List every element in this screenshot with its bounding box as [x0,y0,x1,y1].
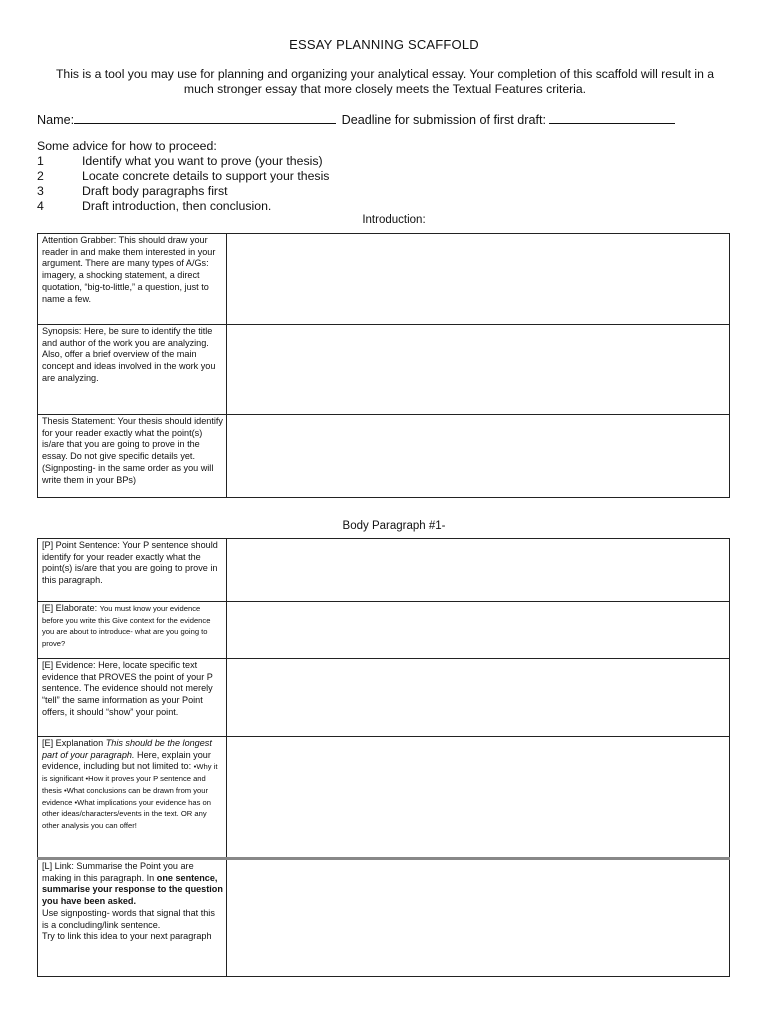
name-label: Name: [37,113,75,127]
advice-heading: Some advice for how to proceed: [37,139,217,153]
name-field[interactable] [74,111,336,124]
table-row [38,737,730,859]
advice-step: 2 Locate concrete details to support your thesis [37,169,330,183]
document-title: ESSAY PLANNING SCAFFOLD [289,37,479,52]
advice-step: 4 Draft introduction, then conclusion. [37,199,272,213]
explanation-label: [E] Explanation This should be the longest part of your paragraph. Here, explain your evidence, including but not limited to: •Why it is significant •How it proves your P sentence and thesis •What conclusions can be drawn from your evidence •What implications your evidence has on other ideas/characters/events in the text. OR any other analysis you can offer! [38,737,227,859]
name-deadline-row [37,111,737,127]
introduction-table [37,233,730,498]
table-row [38,539,730,602]
table-row [38,602,730,659]
table-row [38,325,730,415]
point-sentence-response[interactable] [227,539,730,602]
thesis-statement-label: Thesis Statement: Your thesis should identify for your reader exactly what the point(s) is/are that you are going to prove in the essay. Do not give specific details yet. (Signposting- in the same order as you will write them in your BPs) [38,415,227,498]
table-row [38,859,730,977]
link-response[interactable] [227,859,730,977]
attention-grabber-response[interactable] [227,234,730,325]
table-row [38,415,730,498]
advice-step: 1 Identify what you want to prove (your thesis) [37,154,323,168]
synopsis-response[interactable] [227,325,730,415]
advice-step: 3 Draft body paragraphs first [37,184,228,198]
intro-text: This is a tool you may use for planning and organizing your analytical essay. Your completion of this scaffold will result in a much stronger essay that more closely meets the Textual Features criteria. [55,67,715,96]
deadline-label: Deadline for submission of first draft: [341,113,546,127]
synopsis-label: Synopsis: Here, be sure to identify the title and author of the work you are analyzing. Also, offer a brief overview of the main concept and ideas involved in the work you are analyzing. [38,325,227,415]
explanation-response[interactable] [227,737,730,859]
table-row [38,234,730,325]
point-sentence-label: [P] Point Sentence: Your P sentence should identify for your reader exactly what the point(s) is/are that you are going to prove in this paragraph. [38,539,227,602]
deadline-field[interactable] [549,111,675,124]
introduction-heading: Introduction: [362,214,426,226]
evidence-response[interactable] [227,659,730,737]
evidence-label: [E] Evidence: Here, locate specific text evidence that PROVES the point of your P sentence. The evidence should not merely “tell” the same information as your Point offers, it should “show” your point. [38,659,227,737]
link-label: [L] Link: Summarise the Point you are making in this paragraph. In one sentence, summarise your response to the question you have been asked. Use signposting- words that signal that this is a concluding/link sentence. Try to link this idea to your next paragraph [38,859,227,977]
table-row [38,659,730,737]
elaborate-label: [E] Elaborate: You must know your evidence before you write this Give context for the evidence you are about to introduce- what are you going to prove? [38,602,227,659]
body-paragraph-heading: Body Paragraph #1- [342,520,446,532]
body-paragraph-table [37,538,730,977]
elaborate-response[interactable] [227,602,730,659]
advice-section [37,139,637,214]
attention-grabber-label: Attention Grabber: This should draw your reader in and make them interested in your argument. There are many types of A/Gs: imagery, a shocking statement, a direct quotation, “big-to-little,” a question, just to name a few. [38,234,227,325]
thesis-statement-response[interactable] [227,415,730,498]
